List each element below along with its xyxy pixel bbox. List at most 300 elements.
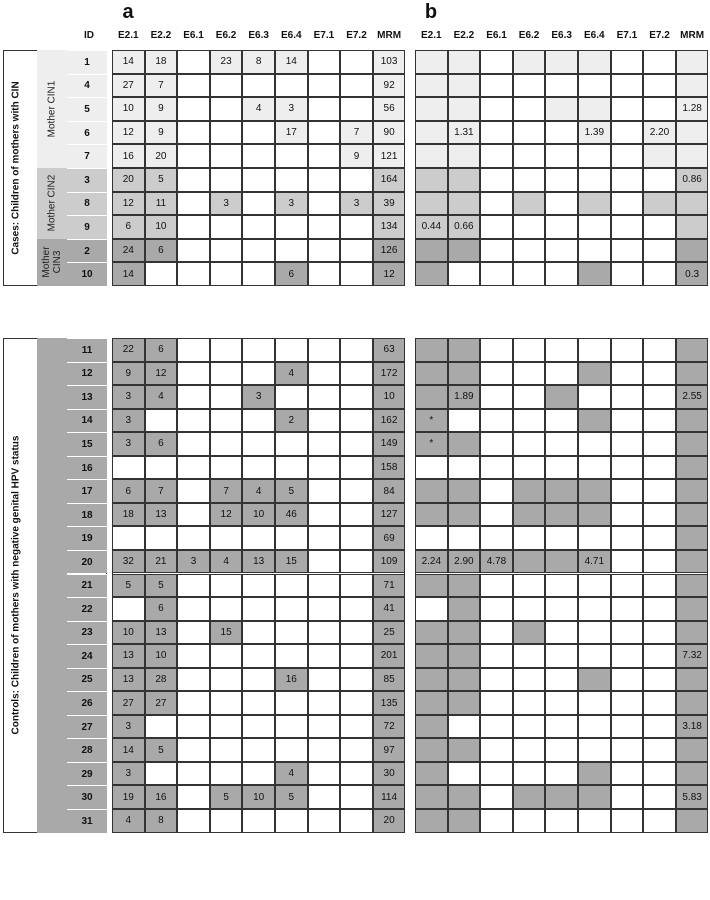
panel-b-cell <box>676 809 709 833</box>
panel-b-cell: 1.89 <box>448 385 481 409</box>
panel-a-cell <box>275 715 308 739</box>
panel-b-cell <box>513 503 546 527</box>
panel-b-cell <box>448 409 481 433</box>
panel-b-cell <box>676 621 709 645</box>
panel-a-cell <box>308 215 341 239</box>
panel-a-cell: 15 <box>275 550 308 574</box>
panel-a-cell <box>177 644 210 668</box>
column-header-b-e7-1: E7.1 <box>616 30 638 41</box>
cases-group-label: Cases: Children of mothers with CIN <box>10 81 22 255</box>
panel-b-cell <box>676 432 709 456</box>
panel-a-cell: 90 <box>373 121 406 145</box>
row-id: 11 <box>67 338 107 362</box>
panel-a-cell <box>210 668 243 692</box>
panel-b-cell <box>643 74 676 98</box>
panel-b-cell <box>578 215 611 239</box>
panel-b-cell <box>513 785 546 809</box>
panel-a-cell <box>210 691 243 715</box>
panel-a-cell <box>308 668 341 692</box>
panel-b-cell <box>611 362 644 386</box>
panel-a-cell <box>340 215 373 239</box>
panel-a-cell <box>275 168 308 192</box>
panel-b-cell <box>643 262 676 286</box>
panel-b-cell <box>513 691 546 715</box>
panel-a-cell <box>275 691 308 715</box>
panel-a-cell <box>177 503 210 527</box>
panel-b-cell <box>643 691 676 715</box>
panel-a-cell <box>340 762 373 786</box>
panel-a-cell <box>112 597 145 621</box>
panel-b-cell <box>480 574 513 598</box>
panel-a-cell <box>145 409 178 433</box>
panel-a-cell <box>242 809 275 833</box>
panel-a-cell: 2 <box>275 409 308 433</box>
panel-a-cell: 18 <box>112 503 145 527</box>
panel-a-cell <box>275 621 308 645</box>
panel-a-cell <box>340 385 373 409</box>
panel-a-cell <box>177 50 210 74</box>
panel-b-cell <box>415 621 448 645</box>
column-header-a-e2-2: E2.2 <box>150 30 172 41</box>
panel-a-cell <box>340 168 373 192</box>
panel-a-cell <box>340 550 373 574</box>
panel-b-cell <box>513 239 546 263</box>
panel-a-cell: 126 <box>373 239 406 263</box>
panel-b-cell <box>513 192 546 216</box>
panel-a-cell <box>242 144 275 168</box>
panel-a-cell <box>340 526 373 550</box>
panel-a-cell <box>242 574 275 598</box>
panel-b-cell <box>676 362 709 386</box>
panel-a-cell: 16 <box>275 668 308 692</box>
panel-a-cell <box>145 715 178 739</box>
panel-a-cell <box>308 691 341 715</box>
panel-a-cell <box>340 668 373 692</box>
panel-b-cell <box>448 621 481 645</box>
panel-a-cell: 5 <box>145 738 178 762</box>
panel-a-cell: 3 <box>177 550 210 574</box>
panel-b-cell <box>415 144 448 168</box>
panel-b-cell: 3.18 <box>676 715 709 739</box>
panel-b-cell <box>545 50 578 74</box>
panel-a-cell <box>340 262 373 286</box>
panel-a-cell <box>340 715 373 739</box>
panel-a-cell: 13 <box>145 503 178 527</box>
panel-a-cell <box>275 809 308 833</box>
panel-a-cell: 6 <box>112 479 145 503</box>
panel-a-cell: 6 <box>145 432 178 456</box>
column-header-a-e2-1: E2.1 <box>118 30 139 41</box>
panel-b-title: b <box>424 1 438 23</box>
panel-b-cell <box>480 121 513 145</box>
panel-a-cell: 32 <box>112 550 145 574</box>
column-header-a-e6-3: E6.3 <box>248 30 269 41</box>
panel-a-title: a <box>122 1 134 23</box>
panel-b-cell <box>578 526 611 550</box>
panel-a-cell <box>177 409 210 433</box>
panel-b-cell <box>578 479 611 503</box>
row-id: 5 <box>67 97 107 121</box>
panel-a-cell <box>308 239 341 263</box>
panel-b-cell <box>545 74 578 98</box>
panel-b-cell <box>643 715 676 739</box>
panel-b-cell <box>578 262 611 286</box>
panel-a-cell: 9 <box>145 97 178 121</box>
panel-a-cell <box>242 597 275 621</box>
panel-a-cell <box>242 121 275 145</box>
panel-a-cell: 5 <box>275 479 308 503</box>
panel-b-cell <box>676 338 709 362</box>
panel-a-cell: 6 <box>145 338 178 362</box>
column-header-b-mrm: MRM <box>680 30 705 41</box>
panel-a-cell <box>210 809 243 833</box>
panel-a-cell: 6 <box>145 239 178 263</box>
panel-a-cell <box>242 738 275 762</box>
panel-a-cell <box>210 644 243 668</box>
panel-b-cell <box>513 762 546 786</box>
panel-a-cell <box>177 215 210 239</box>
panel-a-cell <box>340 479 373 503</box>
panel-a-cell <box>242 526 275 550</box>
panel-a-cell <box>210 409 243 433</box>
row-id: 24 <box>67 644 107 668</box>
row-id: 15 <box>67 432 107 456</box>
panel-a-cell <box>340 738 373 762</box>
panel-a-cell <box>340 574 373 598</box>
panel-b-cell <box>643 668 676 692</box>
panel-a-cell <box>210 168 243 192</box>
panel-b-cell <box>611 691 644 715</box>
panel-a-cell: 9 <box>145 121 178 145</box>
panel-a-cell: 46 <box>275 503 308 527</box>
panel-b-cell <box>643 785 676 809</box>
panel-b-cell <box>448 574 481 598</box>
panel-b-cell <box>480 362 513 386</box>
panel-a-cell <box>210 239 243 263</box>
panel-a-cell: 18 <box>145 50 178 74</box>
panel-a-cell <box>177 762 210 786</box>
panel-b-cell <box>545 574 578 598</box>
panel-b-cell <box>513 526 546 550</box>
panel-a-cell: 4 <box>210 550 243 574</box>
column-header-b-e6-4: E6.4 <box>584 30 605 41</box>
panel-a-cell <box>275 574 308 598</box>
row-id: 13 <box>67 385 107 409</box>
panel-b-cell <box>545 785 578 809</box>
panel-a-cell <box>308 409 341 433</box>
panel-a-cell <box>340 338 373 362</box>
panel-a-cell <box>112 456 145 480</box>
panel-a-cell <box>308 192 341 216</box>
panel-a-cell: 72 <box>373 715 406 739</box>
controls-group-label: Controls: Children of mothers with negative genital HPV status <box>10 435 22 735</box>
panel-b-cell <box>578 574 611 598</box>
panel-a-cell <box>177 809 210 833</box>
row-id: 25 <box>67 668 107 692</box>
panel-a-cell <box>177 432 210 456</box>
panel-b-cell <box>448 362 481 386</box>
panel-a-cell: 201 <box>373 644 406 668</box>
panel-b-cell <box>578 50 611 74</box>
row-id: 31 <box>67 809 107 833</box>
panel-a-cell: 149 <box>373 432 406 456</box>
panel-b-cell: 2.55 <box>676 385 709 409</box>
panel-b-cell <box>513 50 546 74</box>
panel-b-cell <box>513 74 546 98</box>
panel-b-cell <box>643 479 676 503</box>
panel-b-cell <box>448 97 481 121</box>
panel-a-cell: 13 <box>112 644 145 668</box>
panel-b-cell <box>578 97 611 121</box>
panel-b-cell: 2.20 <box>643 121 676 145</box>
panel-a-cell <box>308 785 341 809</box>
panel-b-cell <box>676 691 709 715</box>
panel-b-cell <box>611 456 644 480</box>
panel-a-cell: 3 <box>112 715 145 739</box>
panel-a-cell <box>242 74 275 98</box>
panel-a-cell <box>210 338 243 362</box>
panel-b-cell <box>545 97 578 121</box>
row-id: 26 <box>67 691 107 715</box>
panel-b-cell <box>676 121 709 145</box>
panel-b-cell <box>415 762 448 786</box>
panel-b-cell <box>415 74 448 98</box>
panel-a-cell: 158 <box>373 456 406 480</box>
column-header-a-mrm: MRM <box>377 30 402 41</box>
panel-b-cell <box>480 597 513 621</box>
panel-b-cell <box>611 597 644 621</box>
panel-b-cell <box>643 574 676 598</box>
panel-a-cell <box>177 239 210 263</box>
panel-b-cell <box>480 74 513 98</box>
panel-b-cell <box>545 715 578 739</box>
panel-a-cell: 4 <box>275 362 308 386</box>
panel-b-cell <box>415 239 448 263</box>
panel-b-cell <box>480 526 513 550</box>
panel-b-cell <box>545 691 578 715</box>
panel-a-cell <box>242 409 275 433</box>
panel-a-cell <box>275 239 308 263</box>
panel-b-cell <box>480 762 513 786</box>
panel-b-cell <box>513 479 546 503</box>
panel-a-cell <box>275 385 308 409</box>
panel-b-cell <box>676 738 709 762</box>
panel-a-cell <box>177 168 210 192</box>
cases-group-label-holder <box>3 50 29 286</box>
column-header-a-e7-2: E7.2 <box>346 30 367 41</box>
panel-a-cell: 85 <box>373 668 406 692</box>
panel-b-cell <box>545 215 578 239</box>
panel-a-cell: 4 <box>145 385 178 409</box>
panel-b-cell <box>448 338 481 362</box>
panel-a-cell <box>340 691 373 715</box>
row-id: 2 <box>67 239 107 263</box>
column-header-b-e6-2: E6.2 <box>518 30 540 41</box>
panel-b-cell <box>415 785 448 809</box>
panel-b-cell <box>513 809 546 833</box>
panel-a-cell: 135 <box>373 691 406 715</box>
panel-b-cell <box>676 762 709 786</box>
panel-a-cell <box>242 621 275 645</box>
panel-a-cell <box>210 97 243 121</box>
panel-b-cell <box>415 597 448 621</box>
panel-a-cell: 97 <box>373 738 406 762</box>
panel-a-cell <box>340 621 373 645</box>
panel-a-cell <box>340 97 373 121</box>
panel-b-cell <box>480 691 513 715</box>
panel-b-cell <box>611 479 644 503</box>
panel-a-cell <box>177 479 210 503</box>
panel-a-cell <box>308 621 341 645</box>
panel-a-cell <box>340 503 373 527</box>
panel-b-cell <box>513 409 546 433</box>
panel-a-cell: 10 <box>242 785 275 809</box>
panel-a-cell: 13 <box>112 668 145 692</box>
panel-a-cell <box>275 144 308 168</box>
panel-a-cell: 14 <box>112 50 145 74</box>
panel-b-cell <box>611 192 644 216</box>
panel-a-cell: 12 <box>373 262 406 286</box>
panel-b-cell <box>643 409 676 433</box>
panel-a-cell <box>308 432 341 456</box>
panel-b-cell: * <box>415 409 448 433</box>
row-id: 8 <box>67 192 107 216</box>
panel-a-cell <box>145 762 178 786</box>
panel-b-cell <box>643 168 676 192</box>
row-id: 30 <box>67 785 107 809</box>
panel-b-cell <box>415 338 448 362</box>
panel-a-cell <box>177 97 210 121</box>
panel-a-cell: 5 <box>145 168 178 192</box>
panel-b-cell <box>415 644 448 668</box>
panel-b-cell <box>415 456 448 480</box>
panel-b-cell <box>578 503 611 527</box>
panel-b-cell <box>578 432 611 456</box>
panel-a-cell <box>177 574 210 598</box>
panel-b-cell <box>578 338 611 362</box>
panel-b-cell <box>545 121 578 145</box>
panel-a-cell: 3 <box>275 97 308 121</box>
panel-a-cell <box>308 144 341 168</box>
panel-b-cell <box>643 97 676 121</box>
panel-a-cell: 3 <box>112 409 145 433</box>
panel-b-cell <box>676 74 709 98</box>
column-header-a-e6-1: E6.1 <box>183 30 204 41</box>
panel-b-cell <box>545 239 578 263</box>
panel-a-cell <box>340 456 373 480</box>
panel-a-cell <box>177 715 210 739</box>
panel-a-cell <box>210 385 243 409</box>
panel-b-cell <box>513 385 546 409</box>
panel-b-cell <box>448 456 481 480</box>
panel-a-cell <box>340 239 373 263</box>
panel-a-cell: 6 <box>112 215 145 239</box>
panel-b-cell <box>480 385 513 409</box>
panel-b-cell <box>448 738 481 762</box>
panel-b-cell <box>545 503 578 527</box>
column-header-a-e7-1: E7.1 <box>313 30 335 41</box>
panel-a-cell: 4 <box>242 97 275 121</box>
panel-b-cell <box>415 50 448 74</box>
panel-b-cell <box>480 262 513 286</box>
panel-b-cell: 5.83 <box>676 785 709 809</box>
subgroup-label-dark: Mother CIN3 <box>41 246 63 278</box>
panel-b-cell <box>676 192 709 216</box>
panel-b-cell <box>643 144 676 168</box>
panel-a-cell <box>308 362 341 386</box>
panel-b-cell <box>480 809 513 833</box>
panel-a-cell: 3 <box>112 432 145 456</box>
panel-b-cell <box>513 432 546 456</box>
panel-b-cell <box>578 144 611 168</box>
panel-b-cell <box>545 262 578 286</box>
panel-b-cell <box>480 192 513 216</box>
panel-b-cell: 0.66 <box>448 215 481 239</box>
panel-b-cell <box>545 362 578 386</box>
panel-b-cell <box>448 239 481 263</box>
panel-a-cell <box>308 121 341 145</box>
panel-a-cell: 12 <box>210 503 243 527</box>
panel-a-cell <box>275 738 308 762</box>
panel-b-cell <box>578 597 611 621</box>
panel-b-cell <box>513 597 546 621</box>
panel-b-cell <box>513 456 546 480</box>
panel-b-cell <box>415 809 448 833</box>
panel-b-cell <box>448 168 481 192</box>
panel-a-cell <box>210 738 243 762</box>
panel-a-cell <box>210 715 243 739</box>
panel-a-cell <box>242 432 275 456</box>
panel-b-cell <box>611 168 644 192</box>
panel-b-cell <box>611 503 644 527</box>
panel-b-cell <box>676 550 709 574</box>
panel-b-cell <box>643 362 676 386</box>
panel-b-cell <box>480 239 513 263</box>
row-id: 3 <box>67 168 107 192</box>
panel-a-cell: 24 <box>112 239 145 263</box>
panel-b-cell <box>513 362 546 386</box>
panel-b-cell <box>545 550 578 574</box>
panel-a-cell: 16 <box>145 785 178 809</box>
panel-b-cell: 0.44 <box>415 215 448 239</box>
panel-b-cell <box>578 621 611 645</box>
panel-a-cell: 10 <box>242 503 275 527</box>
panel-a-cell: 164 <box>373 168 406 192</box>
panel-b-cell <box>545 192 578 216</box>
panel-a-cell: 134 <box>373 215 406 239</box>
panel-b-cell <box>545 738 578 762</box>
panel-a-cell: 5 <box>145 574 178 598</box>
panel-b-cell <box>611 644 644 668</box>
panel-a-cell: 127 <box>373 503 406 527</box>
panel-b-cell <box>513 621 546 645</box>
panel-b-cell <box>448 50 481 74</box>
panel-a-cell <box>275 526 308 550</box>
panel-a-cell: 92 <box>373 74 406 98</box>
panel-b-cell <box>676 144 709 168</box>
panel-a-cell <box>177 668 210 692</box>
panel-b-cell <box>513 550 546 574</box>
panel-b-cell: * <box>415 432 448 456</box>
panel-b-cell <box>676 239 709 263</box>
row-id: 1 <box>67 50 107 74</box>
panel-a-cell: 3 <box>242 385 275 409</box>
panel-a-cell <box>242 215 275 239</box>
panel-b-cell <box>480 50 513 74</box>
panel-a-cell: 41 <box>373 597 406 621</box>
panel-a-cell <box>177 738 210 762</box>
panel-b-cell <box>448 432 481 456</box>
